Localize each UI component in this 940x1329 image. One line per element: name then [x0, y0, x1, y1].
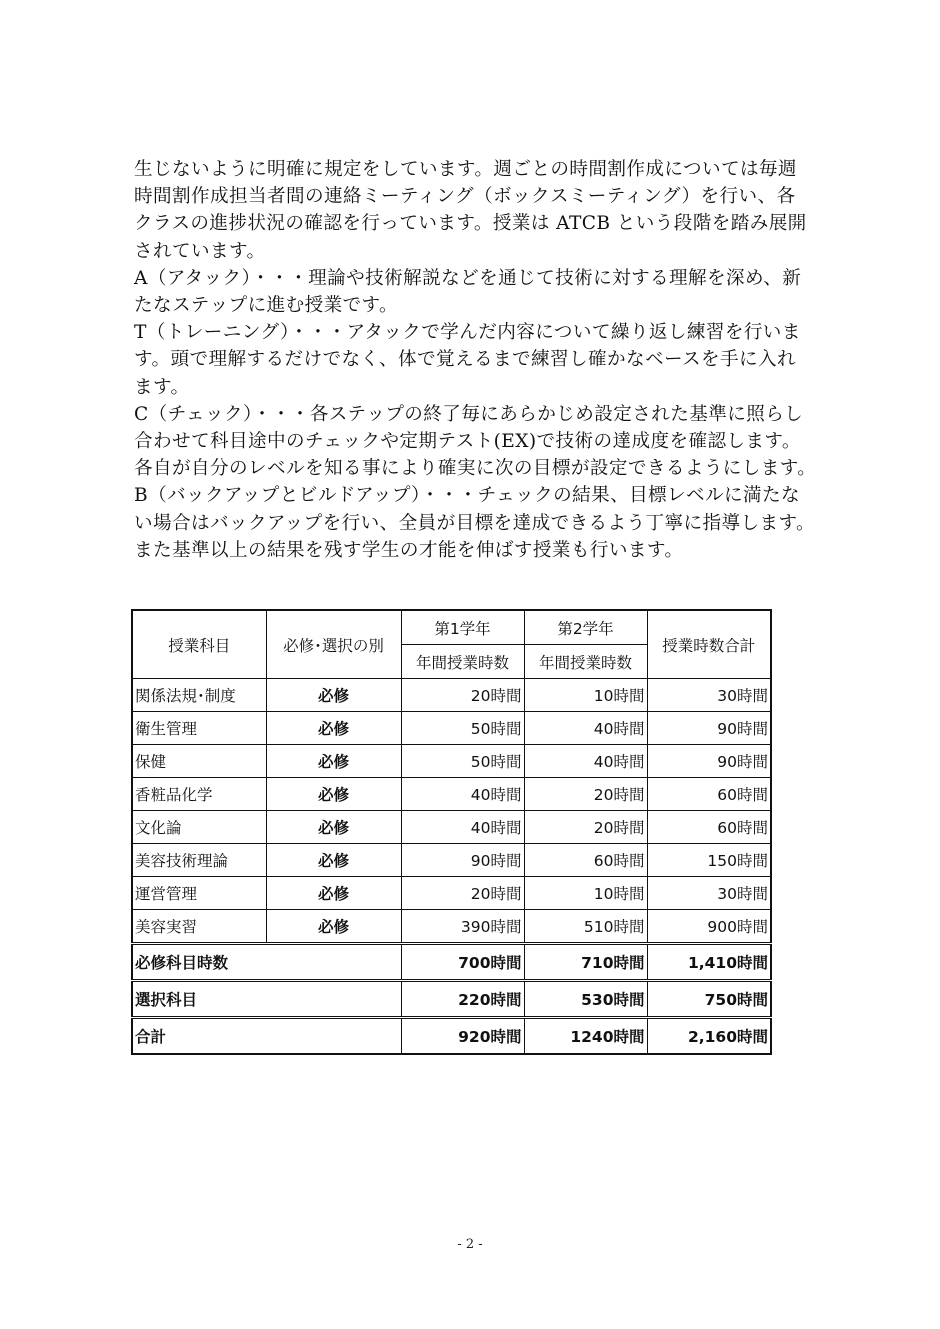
year1-hours-cell: 220時間	[401, 981, 524, 1018]
total-hours-cell: 90時間	[647, 712, 771, 745]
year2-hours-cell: 530時間	[524, 981, 647, 1018]
paragraph-line: T（トレーニング）・・・アタックで学んだ内容について繰り返し練習を行いま	[134, 322, 801, 344]
year1-hours-cell: 700時間	[401, 944, 524, 981]
year1-hours-cell: 920時間	[401, 1018, 524, 1055]
year1-hours-cell: 390時間	[401, 910, 524, 944]
paragraph-line: 生じないように明確に規定をしています。週ごとの時間割作成については毎週	[134, 159, 797, 180]
year2-hours-cell: 20時間	[524, 778, 647, 811]
type-cell: 必修	[266, 745, 401, 778]
summary-row	[132, 1018, 771, 1055]
year2-hours-cell: 40時間	[524, 745, 647, 778]
table-row	[132, 745, 771, 778]
table-row	[132, 811, 771, 844]
year2-hours-cell: 10時間	[524, 877, 647, 910]
year2-hours-cell: 60時間	[524, 844, 647, 877]
class-hours-table	[131, 609, 772, 1055]
paragraph-line: 合わせて科目途中のチェックや定期テスト(EX)で技術の達成度を確認します。	[134, 431, 801, 453]
type-cell: 必修	[266, 712, 401, 745]
year2-hours-cell: 40時間	[524, 712, 647, 745]
subject-cell: 運営管理	[132, 877, 266, 910]
summary-row	[132, 981, 771, 1018]
year2-hours-cell: 710時間	[524, 944, 647, 981]
subject-cell: 保健	[132, 745, 266, 778]
total-hours-cell: 1,410時間	[647, 944, 771, 981]
summary-row	[132, 944, 771, 981]
year2-hours-cell: 20時間	[524, 811, 647, 844]
paragraph-line: また基準以上の結果を残す学生の才能を伸ばす授業も行います。	[134, 539, 684, 561]
header-annual-year1: 年間授業時数	[401, 645, 524, 679]
header-total: 授業時数合計	[647, 610, 771, 679]
page-number: - 2 -	[457, 1237, 483, 1252]
total-hours-cell: 750時間	[647, 981, 771, 1018]
year1-hours-cell: 40時間	[401, 811, 524, 844]
type-cell: 必修	[266, 910, 401, 944]
paragraph-line: クラスの進捗状況の確認を行っています。授業は ATCB という段階を踏み展開	[134, 213, 807, 235]
paragraph-line: 各自が自分のレベルを知る事により確実に次の目標が設定できるようにします。	[134, 458, 817, 480]
paragraph-line: A（アタック）・・・理論や技術解説などを通じて技術に対する理解を深め、新	[134, 267, 802, 289]
subject-cell: 美容技術理論	[132, 844, 266, 877]
table-row	[132, 712, 771, 745]
total-hours-cell: 900時間	[647, 910, 771, 944]
subject-cell: 文化論	[132, 811, 266, 844]
paragraph-line: い場合はバックアップを行い、全員が目標を達成できるよう丁寧に指導します。	[134, 512, 815, 534]
header-type: 必修･選択の別	[266, 610, 401, 679]
paragraph-line: す。頭で理解するだけでなく、体で覚えるまで練習し確かなベースを手に入れ	[134, 349, 796, 371]
total-hours-cell: 90時間	[647, 745, 771, 778]
table-row	[132, 679, 771, 712]
table-row	[132, 778, 771, 811]
year1-hours-cell: 50時間	[401, 745, 524, 778]
total-hours-cell: 150時間	[647, 844, 771, 877]
year1-hours-cell: 50時間	[401, 712, 524, 745]
summary-label: 必修科目時数	[132, 944, 401, 981]
total-hours-cell: 30時間	[647, 877, 771, 910]
summary-label: 合計	[132, 1018, 401, 1055]
paragraph-line: たなステップに進む授業です。	[134, 295, 399, 317]
type-cell: 必修	[266, 679, 401, 712]
subject-cell: 香粧品化学	[132, 778, 266, 811]
table-row	[132, 844, 771, 877]
type-cell: 必修	[266, 877, 401, 910]
header-subject: 授業科目	[132, 610, 266, 679]
paragraph-line: されています。	[134, 240, 266, 262]
subject-cell: 衛生管理	[132, 712, 266, 745]
total-hours-cell: 60時間	[647, 811, 771, 844]
total-hours-cell: 30時間	[647, 679, 771, 712]
total-hours-cell: 2,160時間	[647, 1018, 771, 1055]
summary-label: 選択科目	[132, 981, 401, 1018]
year1-hours-cell: 40時間	[401, 778, 524, 811]
subject-cell: 美容実習	[132, 910, 266, 944]
paragraph-line: 時間割作成担当者間の連絡ミーティング（ボックスミーティング）を行い、各	[134, 186, 796, 208]
year2-hours-cell: 510時間	[524, 910, 647, 944]
year1-hours-cell: 20時間	[401, 877, 524, 910]
paragraph-line: B（バックアップとビルドアップ）・・・チェックの結果、目標レベルに満たな	[134, 485, 801, 507]
year2-hours-cell: 10時間	[524, 679, 647, 712]
table-row	[132, 910, 771, 944]
table-header-row	[132, 610, 771, 645]
header-annual-year2: 年間授業時数	[524, 645, 647, 679]
type-cell: 必修	[266, 844, 401, 877]
subject-cell: 関係法規･制度	[132, 679, 266, 712]
year1-hours-cell: 90時間	[401, 844, 524, 877]
type-cell: 必修	[266, 811, 401, 844]
paragraph-line: C（チェック）・・・各ステップの終了毎にあらかじめ設定された基準に照らし	[134, 403, 804, 425]
header-year1: 第1学年	[401, 610, 524, 645]
year1-hours-cell: 20時間	[401, 679, 524, 712]
total-hours-cell: 60時間	[647, 778, 771, 811]
year2-hours-cell: 1240時間	[524, 1018, 647, 1055]
paragraph-line: ます。	[134, 376, 190, 398]
table-row	[132, 877, 771, 910]
body-text	[134, 156, 824, 564]
header-year2: 第2学年	[524, 610, 647, 645]
table-body	[132, 679, 771, 1055]
type-cell: 必修	[266, 778, 401, 811]
